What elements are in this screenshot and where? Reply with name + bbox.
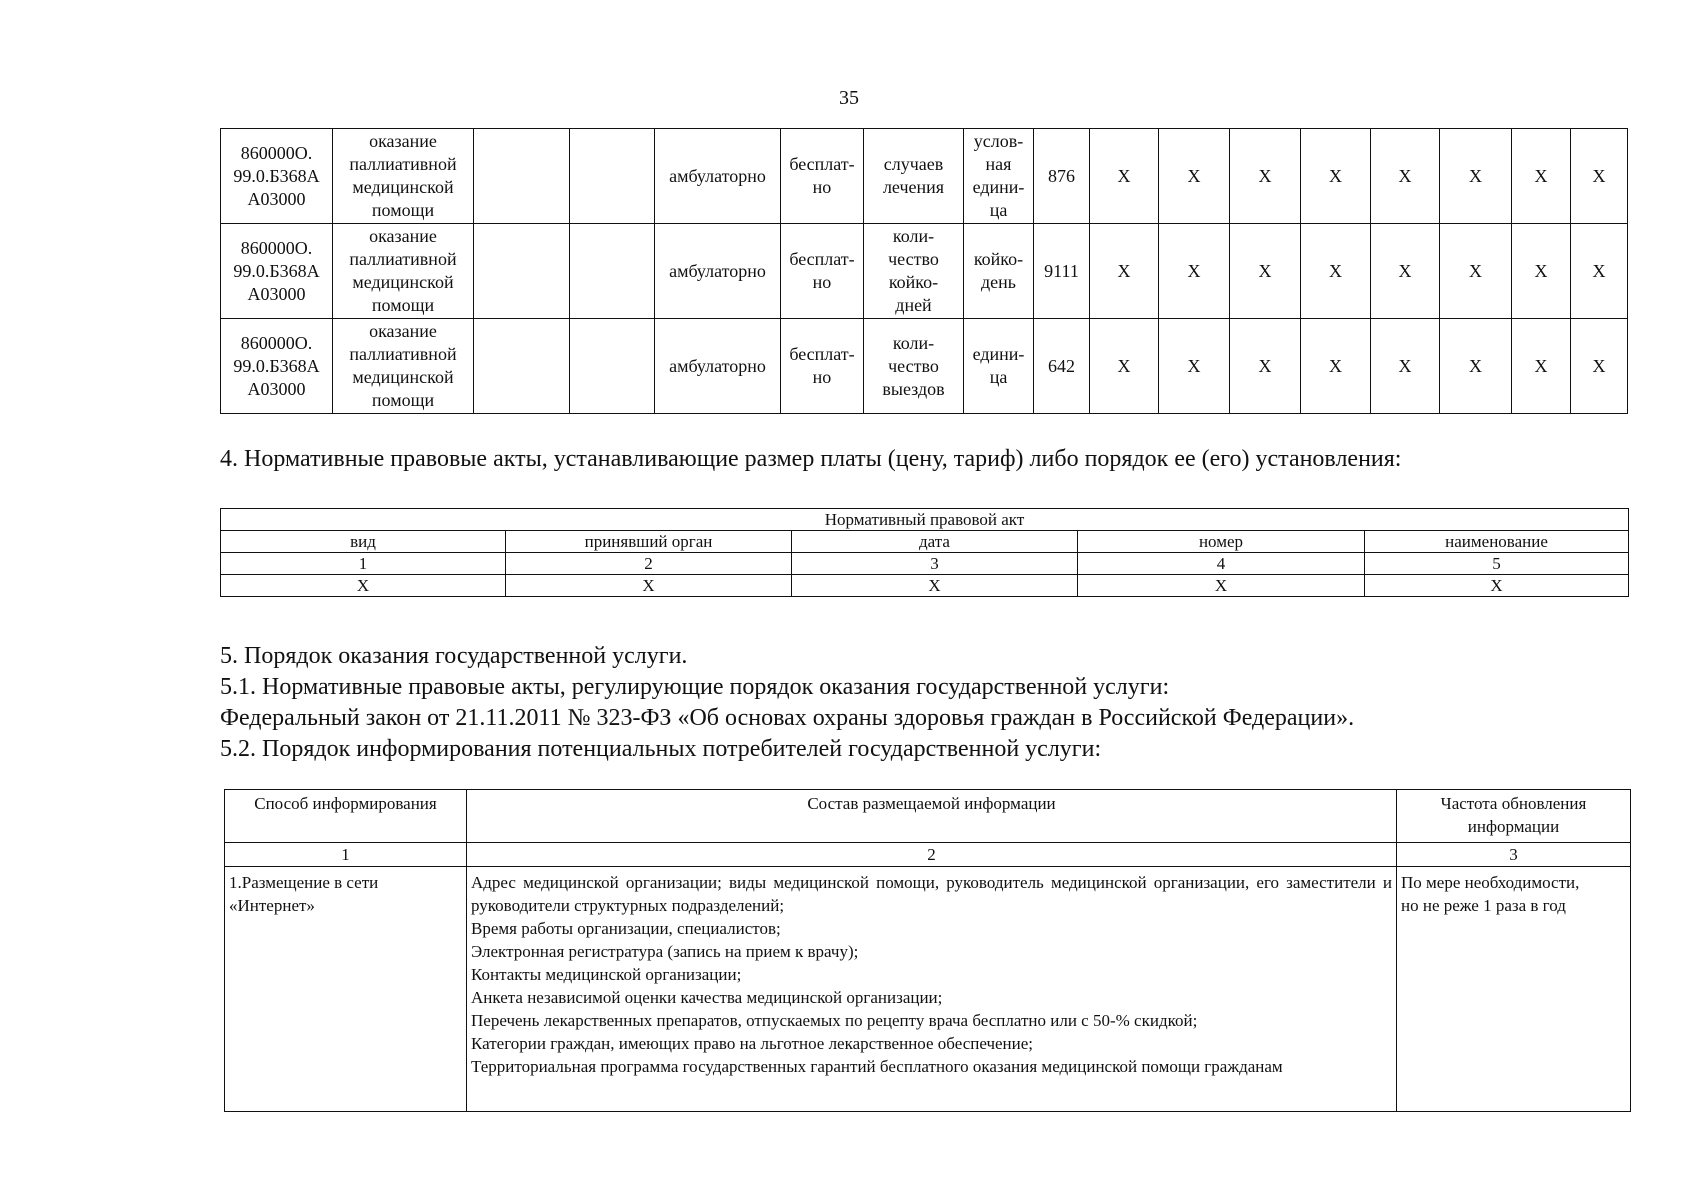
mark-cell: Х bbox=[1440, 224, 1512, 319]
informing-method-line: «Интернет» bbox=[229, 896, 315, 915]
legal-acts-table bbox=[220, 508, 1629, 597]
registry-code-cell-line: А03000 bbox=[247, 378, 306, 399]
update-frequency-line: По мере необходимости, bbox=[1401, 873, 1580, 892]
unit-cell bbox=[964, 224, 1034, 319]
information-item: Территориальная программа государственных гарантий бесплатного оказания медицинской помощи гражданам bbox=[471, 1057, 1283, 1076]
service-name-cell-line: паллиативной bbox=[349, 344, 457, 364]
information-item: Адрес медицинской организации; виды медицинской помощи, руководитель медицинской организации, его заместители и руководители структурных подразделений; bbox=[471, 873, 1392, 915]
payment-cell-line: но bbox=[812, 272, 832, 292]
legal-acts-table-title: Нормативный правовой акт bbox=[221, 509, 1629, 531]
indicator-name-cell-line: койко- bbox=[888, 272, 939, 292]
column-header: номер bbox=[1078, 531, 1365, 553]
indicator-name-cell-line: чество bbox=[888, 355, 939, 376]
information-item: Анкета независимой оценки качества медицинской организации; bbox=[471, 988, 943, 1007]
mark-cell: Х bbox=[1301, 319, 1371, 414]
column-header: Способ информирования bbox=[225, 790, 467, 843]
column-header: наименование bbox=[1365, 531, 1629, 553]
column-number: 1 bbox=[225, 843, 467, 867]
services-indicators-table bbox=[220, 128, 1628, 414]
service-name-cell-line: помощи bbox=[371, 390, 435, 410]
empty-cell bbox=[474, 129, 570, 224]
informing-table bbox=[224, 789, 1631, 1112]
mark-cell: Х bbox=[1512, 129, 1571, 224]
registry-code-cell-line: 860000О. bbox=[240, 332, 313, 353]
federal-law-reference: Федеральный закон от 21.11.2011 № 323-ФЗ «Об основах охраны здоровья граждан в Российской Федерации». bbox=[220, 705, 1355, 731]
service-name-cell-line: оказание bbox=[369, 321, 437, 341]
service-name-cell-line: оказание bbox=[369, 131, 437, 151]
section-5-1-heading: 5.1. Нормативные правовые акты, регулирующие порядок оказания государственной услуги: bbox=[220, 674, 1170, 700]
unit-cell-line: услов- bbox=[973, 131, 1024, 151]
service-form-cell: амбулаторно bbox=[655, 224, 781, 319]
service-name-cell bbox=[333, 224, 474, 319]
unit-cell bbox=[964, 319, 1034, 414]
mark-cell: Х bbox=[1512, 224, 1571, 319]
unit-cell bbox=[964, 129, 1034, 224]
empty-cell bbox=[570, 319, 655, 414]
service-name-cell bbox=[333, 129, 474, 224]
mark-cell: Х bbox=[1301, 129, 1371, 224]
indicator-value-cell: 642 bbox=[1034, 319, 1090, 414]
mark-cell: Х bbox=[1230, 129, 1301, 224]
mark-cell: Х bbox=[1159, 129, 1230, 224]
table-cell: Х bbox=[221, 575, 506, 597]
registry-code-cell-line: А03000 bbox=[247, 283, 306, 304]
payment-cell-line: бесплат- bbox=[789, 154, 855, 174]
column-header: вид bbox=[221, 531, 506, 553]
informing-method-cell bbox=[225, 867, 467, 1112]
empty-cell bbox=[474, 319, 570, 414]
mark-cell: Х bbox=[1230, 224, 1301, 319]
column-number: 2 bbox=[506, 553, 792, 575]
mark-cell: Х bbox=[1090, 224, 1159, 319]
mark-cell: Х bbox=[1571, 129, 1628, 224]
registry-code-cell-line: 99.0.Б368А bbox=[233, 260, 320, 281]
unit-cell-line: день bbox=[981, 272, 1016, 292]
information-item: Контакты медицинской организации; bbox=[471, 965, 742, 984]
registry-code-cell bbox=[221, 319, 333, 414]
indicator-name-cell bbox=[864, 224, 964, 319]
registry-code-cell-line: 99.0.Б368А bbox=[233, 165, 320, 186]
unit-cell-line: едини- bbox=[972, 177, 1025, 197]
empty-cell bbox=[570, 224, 655, 319]
indicator-name-cell-line: чество bbox=[888, 249, 939, 269]
payment-cell-line: но bbox=[812, 177, 832, 197]
information-item: Перечень лекарственных препаратов, отпускаемых по рецепту врача бесплатно или с 50-% скидкой; bbox=[471, 1011, 1198, 1030]
empty-cell bbox=[570, 129, 655, 224]
update-frequency-cell bbox=[1397, 867, 1631, 1112]
registry-code-cell-line: А03000 bbox=[247, 188, 306, 209]
information-item: Время работы организации, специалистов; bbox=[471, 919, 781, 938]
table-row bbox=[221, 224, 1628, 319]
mark-cell: Х bbox=[1301, 224, 1371, 319]
column-header: Состав размещаемой информации bbox=[467, 790, 1397, 843]
table-cell: Х bbox=[1078, 575, 1365, 597]
service-name-cell-line: медицинской bbox=[352, 177, 454, 197]
service-name-cell bbox=[333, 319, 474, 414]
unit-cell-line: ца bbox=[989, 367, 1008, 387]
service-form-cell: амбулаторно bbox=[655, 129, 781, 224]
indicator-name-cell-line: коли- bbox=[892, 332, 935, 353]
table-row bbox=[221, 129, 1628, 224]
unit-cell-line: койко- bbox=[973, 249, 1024, 269]
section-5-heading: 5. Порядок оказания государственной услуги. bbox=[220, 643, 688, 669]
indicator-name-cell-line: лечения bbox=[882, 177, 945, 197]
mark-cell: Х bbox=[1371, 129, 1440, 224]
column-number: 1 bbox=[221, 553, 506, 575]
indicator-name-cell bbox=[864, 129, 964, 224]
unit-cell-line: ца bbox=[989, 200, 1008, 220]
page-number: 35 bbox=[839, 87, 859, 109]
service-name-cell-line: медицинской bbox=[352, 367, 454, 387]
mark-cell: Х bbox=[1230, 319, 1301, 414]
mark-cell: Х bbox=[1440, 319, 1512, 414]
payment-cell-line: бесплат- bbox=[789, 344, 855, 364]
indicator-value-cell: 9111 bbox=[1034, 224, 1090, 319]
mark-cell: Х bbox=[1512, 319, 1571, 414]
service-name-cell-line: помощи bbox=[371, 295, 435, 315]
registry-code-cell-line: 860000О. bbox=[240, 142, 313, 163]
service-name-cell-line: медицинской bbox=[352, 272, 454, 292]
column-number: 4 bbox=[1078, 553, 1365, 575]
service-name-cell-line: паллиативной bbox=[349, 154, 457, 174]
mark-cell: Х bbox=[1371, 224, 1440, 319]
information-item: Категории граждан, имеющих право на льготное лекарственное обеспечение; bbox=[471, 1034, 1034, 1053]
mark-cell: Х bbox=[1090, 319, 1159, 414]
column-number: 3 bbox=[792, 553, 1078, 575]
information-content-cell bbox=[467, 867, 1397, 1112]
information-item: Электронная регистратура (запись на прием к врачу); bbox=[471, 942, 859, 961]
indicator-name-cell-line: случаев bbox=[883, 154, 944, 174]
table-cell: Х bbox=[792, 575, 1078, 597]
mark-cell: Х bbox=[1090, 129, 1159, 224]
column-number: 2 bbox=[467, 843, 1397, 867]
registry-code-cell-line: 99.0.Б368А bbox=[233, 355, 320, 376]
update-frequency-line: но не реже 1 раза в год bbox=[1401, 896, 1566, 915]
mark-cell: Х bbox=[1571, 319, 1628, 414]
indicator-name-cell-line: выездов bbox=[882, 378, 945, 399]
column-header: Частота обновления информации bbox=[1397, 790, 1631, 843]
payment-cell bbox=[781, 129, 864, 224]
section-4-heading: 4. Нормативные правовые акты, устанавливающие размер платы (цену, тариф) либо порядок ее (его) установления: bbox=[220, 446, 1402, 472]
mark-cell: Х bbox=[1371, 319, 1440, 414]
table-cell: Х bbox=[1365, 575, 1629, 597]
registry-code-cell-line: 860000О. bbox=[240, 237, 313, 258]
service-name-cell-line: паллиативной bbox=[349, 249, 457, 269]
payment-cell-line: но bbox=[812, 367, 832, 387]
indicator-name-cell bbox=[864, 319, 964, 414]
payment-cell bbox=[781, 319, 864, 414]
column-header: принявший орган bbox=[506, 531, 792, 553]
mark-cell: Х bbox=[1159, 319, 1230, 414]
informing-method-line: 1.Размещение в сети bbox=[229, 873, 379, 892]
service-name-cell-line: оказание bbox=[369, 226, 437, 246]
registry-code-cell bbox=[221, 129, 333, 224]
payment-cell-line: бесплат- bbox=[789, 249, 855, 269]
column-number: 5 bbox=[1365, 553, 1629, 575]
service-name-cell-line: помощи bbox=[371, 200, 435, 220]
column-number: 3 bbox=[1397, 843, 1631, 867]
unit-cell-line: ная bbox=[985, 154, 1012, 174]
table-row bbox=[221, 319, 1628, 414]
column-header: дата bbox=[792, 531, 1078, 553]
empty-cell bbox=[474, 224, 570, 319]
mark-cell: Х bbox=[1159, 224, 1230, 319]
mark-cell: Х bbox=[1571, 224, 1628, 319]
service-form-cell: амбулаторно bbox=[655, 319, 781, 414]
section-5-2-heading: 5.2. Порядок информирования потенциальных потребителей государственной услуги: bbox=[220, 736, 1102, 762]
table-cell: Х bbox=[506, 575, 792, 597]
indicator-name-cell-line: дней bbox=[895, 295, 932, 315]
registry-code-cell bbox=[221, 224, 333, 319]
unit-cell-line: едини- bbox=[972, 344, 1025, 364]
indicator-name-cell-line: коли- bbox=[892, 226, 935, 246]
indicator-value-cell: 876 bbox=[1034, 129, 1090, 224]
mark-cell: Х bbox=[1440, 129, 1512, 224]
payment-cell bbox=[781, 224, 864, 319]
